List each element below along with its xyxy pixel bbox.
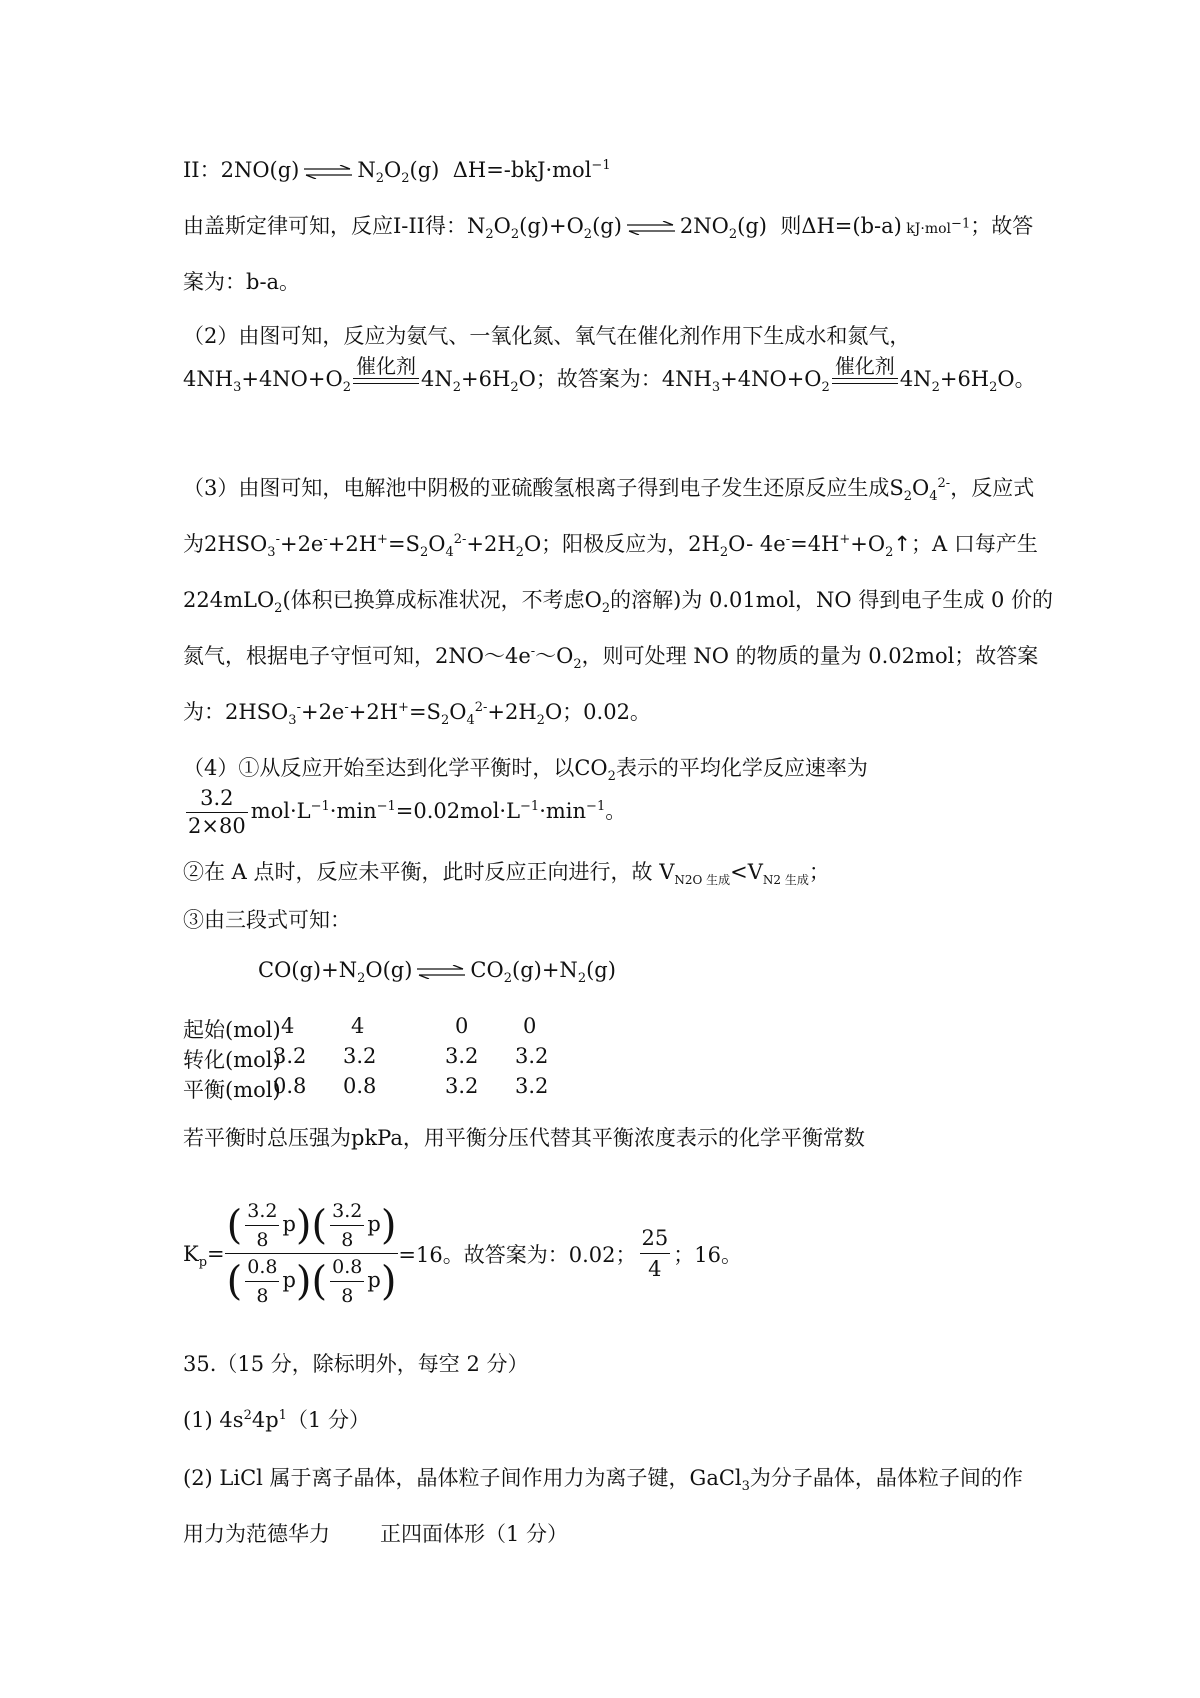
- three-stage-text: ③由三段式可知：: [183, 908, 351, 932]
- point-a-text: ②在 A 点时，反应未平衡，此时反应正向进行，故 $V_{N2O 生成}<V_{N2 生成}$；: [183, 860, 830, 888]
- pressure-text: 若平衡时总压强为pkPa，用平衡分压代替其平衡浓度表示的化学平衡常数: [183, 1126, 865, 1150]
- equilibrium-arrow-icon: [302, 165, 354, 179]
- volume-line: 224mLO$_2$(体积已换算成标准状况，不考虑$O_2$的溶解)为 0.01mol，NO 得到电子生成 0 价的: [183, 588, 1054, 617]
- part-4-rate: （4）①从反应开始至达到化学平衡时，以$CO_2$表示的平均化学反应速率为: [183, 756, 868, 785]
- catalyst-arrow: 催化剂: [353, 356, 419, 390]
- gas-up-arrow-icon: ↑: [893, 532, 911, 556]
- eq-line-ii: II：2NO(g) $N_2O_2(g)$ ΔH=-bkJ·mol$^{-1}$: [183, 158, 611, 187]
- answer-35-2: (2) LiCl 属于离子晶体，晶体粒子间作用力为离子键，GaCl$_3$为分子晶体，晶体粒子间的作: [183, 1466, 1023, 1495]
- catalyst-arrow: 催化剂: [832, 356, 898, 390]
- electrode-reactions: 为$2HSO_3^-+2e^-+2H^+=S_2O_4^{2-}+2H_2O$；阳极反应为，$2H_2O-$ $4e^-=4H^++O_2↑$；A 口每产生: [183, 532, 1038, 561]
- rate-expression: $\frac{3.2}{2\times 80}$ $mol\cdot L^{-1}\cdot\min^{-1}=0.02mol\cdot L^{-1}\cdot\min^{-1}$。: [188, 786, 627, 838]
- hess-law-line: 由盖斯定律可知，反应I-II得：$N_2O_2(g)+O_2(g)$ $2NO_2(g)$ 则ΔH=(b-a) kJ·mol$^{-1}$；故答: [183, 214, 1034, 243]
- electron-conservation: 氮气，根据电子守恒可知，$2NO\sim 4e^-\sim O_2$，则可处理 NO 的物质的量为 0.02mol；故答案: [183, 644, 1039, 673]
- table-equation: $CO(g)+N_2O(g)$ $CO_2(g)+N_2(g)$: [258, 958, 616, 987]
- part-3-text: （3）由图可知，电解池中阴极的亚硫酸氢根离子得到电子发生还原反应生成$S_2O_4^{2-}$，反应式: [183, 476, 1035, 505]
- answer-b-a: 案为：b-a。: [183, 270, 301, 294]
- equilibrium-arrow-icon: [415, 965, 467, 979]
- answer-35-2-cont: 用力为范德华力 正四面体形（1 分）: [183, 1522, 569, 1546]
- part-2-text: （2）由图可知，反应为氨气、一氧化氮、氧气在催化剂作用下生成水和氮气，: [183, 324, 911, 348]
- answer-35-1: (1) $4s^24p^1(1$ 分）: [183, 1408, 370, 1432]
- question-35-header: 35.（15 分，除标明外，每空 2 分）: [183, 1352, 529, 1376]
- kp-fraction: ( $\frac{3.2}{8}$ p)( $\frac{3.2}{8}$ p) ( $\frac{0.8}{8}$ p)( $\frac{0.8}{8}$ p): [226, 1200, 397, 1307]
- catalytic-equation-line: $4NH_3+4NO+O_2$ 催化剂 $4N_2+6H_2O$；故答案为：$4NH_3+4NO+O_2$ 催化剂 $4N_2+6H_2O$。: [183, 354, 1036, 396]
- answer-part-3: 为：$2HSO_3^-+2e^-+2H^+=S_2O_4^{2-}+2H_2O$；0.02。: [183, 700, 651, 729]
- kp-expression: $K_p=$ ( $\frac{3.2}{8}$ p)( $\frac{3.2}{8}$ p) ( $\frac{0.8}{8}$ p)( $\frac{0.8}{8}$ p) =16。故答案为：0.02； $\frac{25}{4}$ ；16。: [183, 1200, 742, 1307]
- equilibrium-arrow-icon: [625, 221, 677, 235]
- rate-fraction: $\frac{3.2}{2\times 80}$: [188, 786, 246, 838]
